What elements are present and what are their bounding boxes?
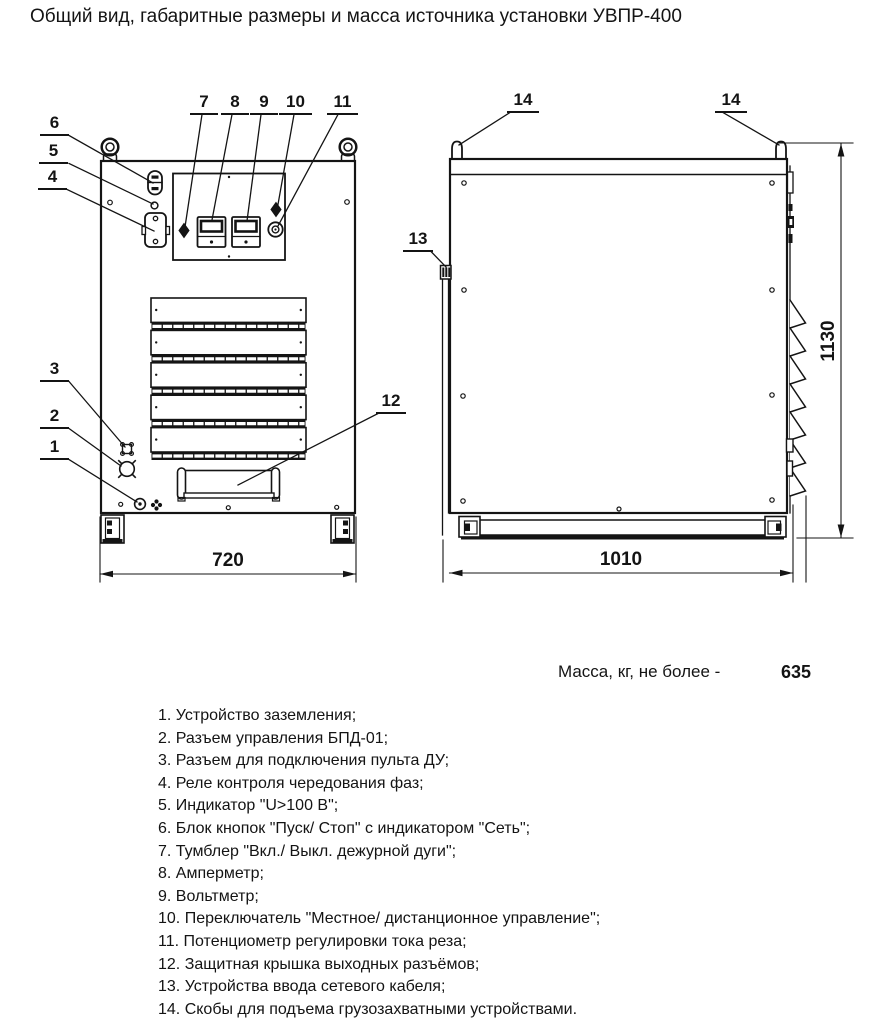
mass-label: Масса, кг, не более -	[558, 662, 721, 681]
toggle-switch	[179, 224, 189, 238]
callout-label-13: 13	[403, 229, 433, 252]
callout-label-10: 10	[279, 92, 312, 115]
button-block	[148, 171, 162, 195]
voltmeter	[232, 217, 260, 247]
legend-item: 12. Защитная крышка выходных разъёмов;	[158, 955, 480, 973]
legend-item: 10. Переключатель "Местное/ дистанционное управление";	[158, 910, 601, 928]
callout-label-12: 12	[376, 391, 406, 414]
callout-label-1: 1	[40, 437, 69, 460]
selector-switch	[271, 203, 281, 217]
ground-symbol	[151, 499, 162, 510]
control-panel	[173, 174, 285, 261]
callout-label-5: 5	[39, 141, 68, 164]
callout-label-14-left: 14	[507, 90, 539, 113]
dimension-front-width: 720	[212, 550, 244, 571]
mass-value: 635	[781, 662, 812, 682]
legend-item: 5. Индикатор "U>100 В";	[158, 797, 339, 815]
legend-item: 7. Тумблер "Вкл./ Выкл. дежурной дуги";	[158, 842, 457, 860]
callout-label-8: 8	[221, 92, 249, 115]
parts-legend	[158, 705, 600, 1021]
callout-label-6: 6	[40, 113, 69, 136]
front-view	[101, 139, 356, 544]
phase-relay	[142, 213, 170, 247]
lifting-eye-right	[340, 139, 357, 161]
legend-item: 4. Реле контроля чередования фаз;	[158, 774, 424, 792]
callout-label-2: 2	[40, 406, 69, 429]
louver-panel	[151, 298, 306, 460]
output-cover	[178, 468, 280, 501]
legend-item: 13. Устройства ввода сетевого кабеля;	[158, 978, 446, 996]
control-connector	[119, 461, 135, 477]
front-foot-left	[101, 515, 124, 543]
legend-item: 3. Разъем для подключения пульта ДУ;	[158, 752, 450, 770]
callout-label-7: 7	[190, 92, 218, 115]
skid-base	[459, 517, 786, 540]
door-fittings	[788, 172, 795, 243]
legend-item: 14. Скобы для подъема грузозахватными устройствами.	[158, 1000, 578, 1018]
legend-item: 1. Устройство заземления;	[158, 707, 357, 724]
callout-label-14-right: 14	[715, 90, 747, 113]
lifting-eye-left	[102, 139, 119, 161]
potentiometer	[268, 222, 282, 236]
legend-item: 9. Вольтметр;	[158, 887, 259, 905]
callout-label-3: 3	[40, 359, 69, 382]
ammeter	[198, 217, 226, 247]
front-foot-right	[331, 515, 354, 543]
dimension-side-width: 1010	[599, 549, 643, 570]
callout-label-9: 9	[250, 92, 278, 115]
dimension-side-height: 1130	[818, 320, 839, 362]
side-cabinet-outline	[450, 159, 787, 513]
legend-item: 6. Блок кнопок "Пуск/ Стоп" с индикатором "Сеть";	[158, 819, 531, 837]
callout-label-4: 4	[38, 167, 67, 190]
side-view	[441, 142, 806, 540]
legend-item: 11. Потенциометр регулировки тока реза;	[158, 932, 467, 950]
ground-terminal	[135, 499, 146, 510]
page-title: Общий вид, габаритные размеры и масса источника установки УВПР-400	[30, 6, 682, 27]
legend-item: 8. Амперметр;	[158, 865, 264, 883]
legend-item: 2. Разъем управления БПД-01;	[158, 729, 389, 747]
callout-label-11: 11	[327, 92, 358, 115]
